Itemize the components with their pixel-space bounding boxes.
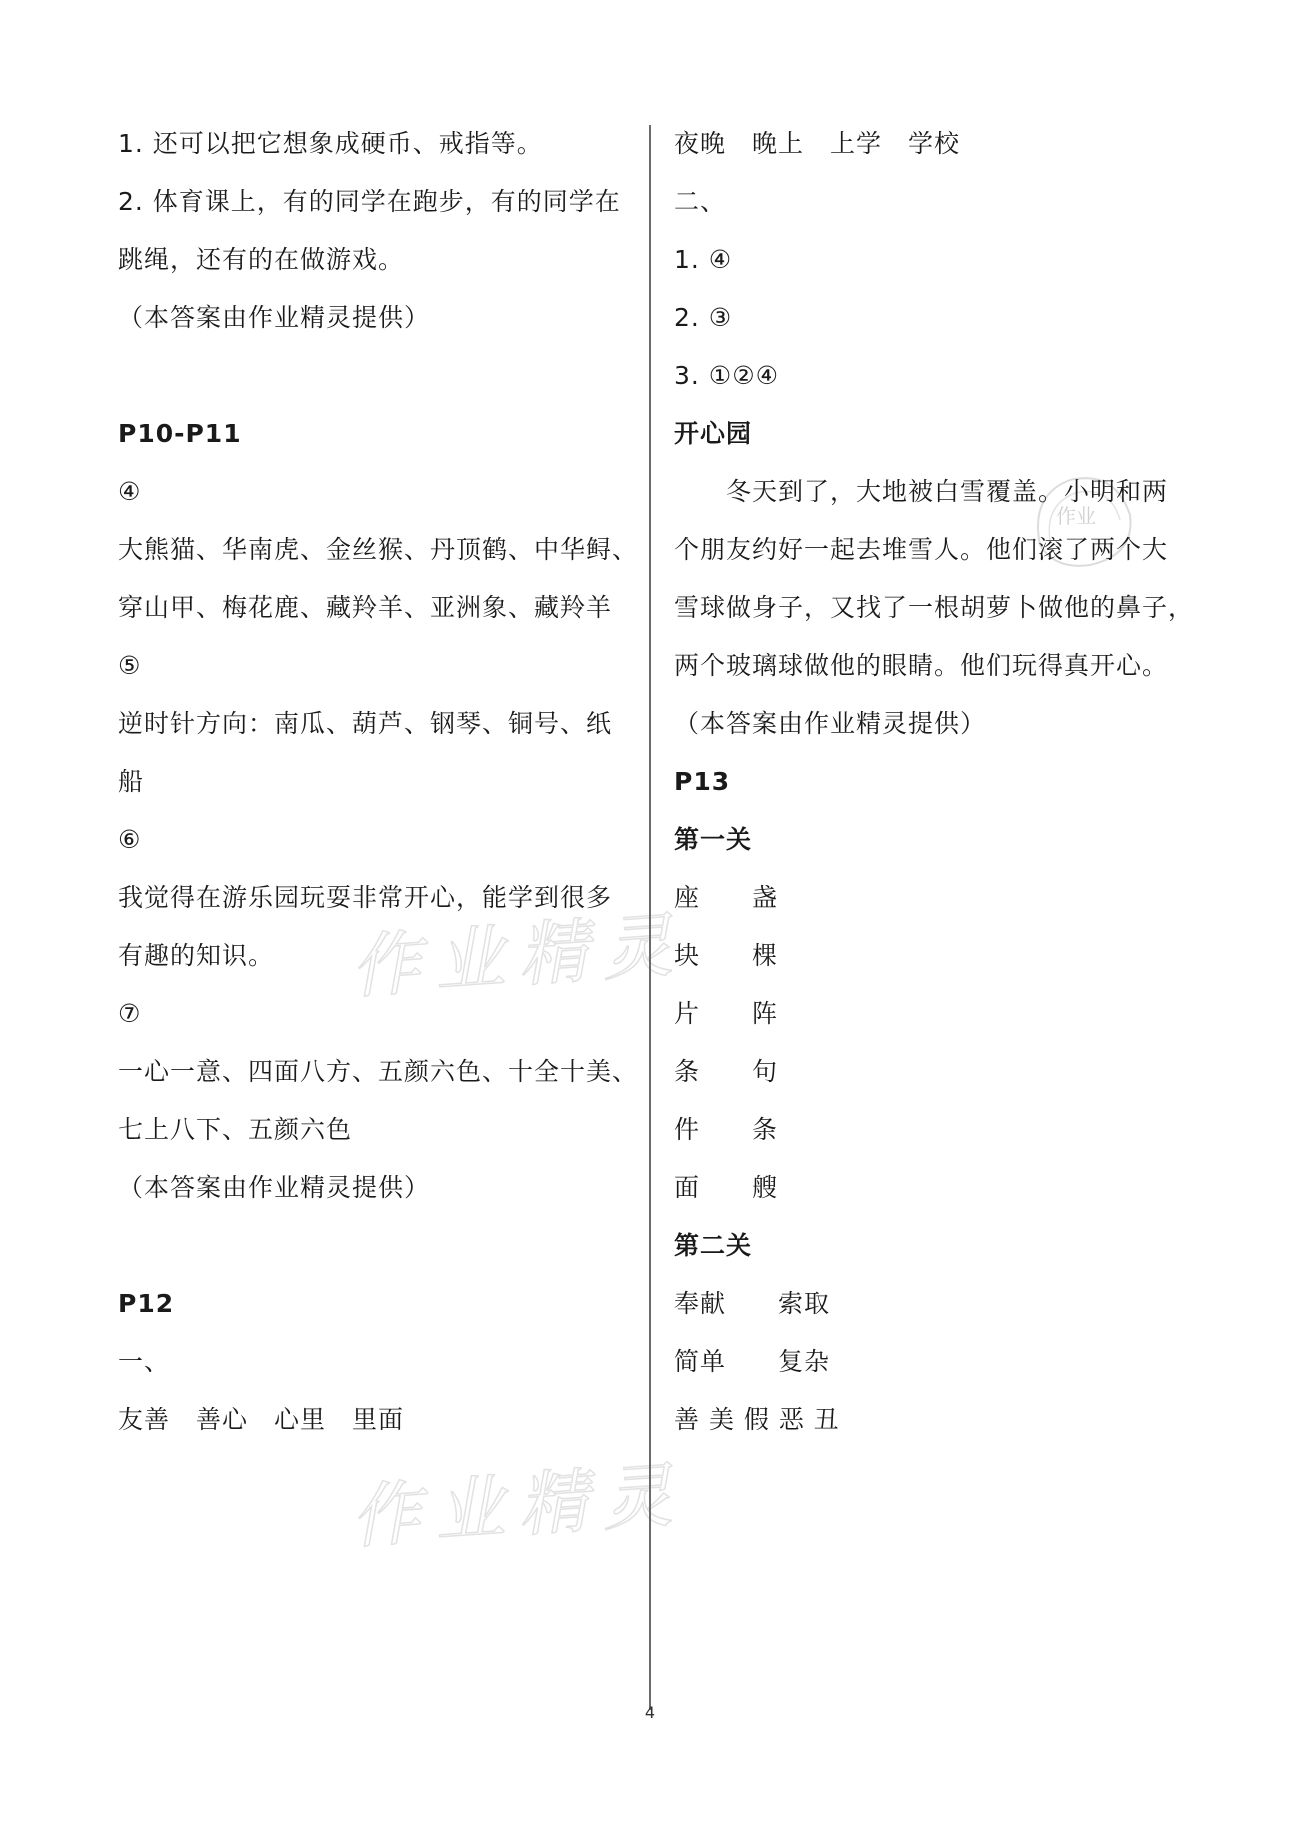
- subsection-heading: 一、: [118, 1347, 171, 1376]
- answer-line: 片 阵: [674, 999, 779, 1028]
- stamp-text: 作业: [1056, 504, 1096, 528]
- item-number: ⑥: [118, 825, 142, 854]
- answer-line: 1. 还可以把它想象成硬币、戒指等。: [118, 129, 543, 158]
- watermark-text: 作业精灵: [347, 903, 689, 1009]
- answer-line: 3. ①②④: [674, 361, 780, 390]
- section-heading: P10-P11: [118, 419, 242, 448]
- answer-line: 奉献 索取: [674, 1289, 831, 1318]
- paragraph-line: 两个玻璃球做他的眼睛。他们玩得真开心。: [674, 651, 1169, 680]
- watermark-text: 作业精灵: [347, 1453, 689, 1559]
- answer-line: 善 美 假 恶 丑: [674, 1405, 840, 1434]
- answer-line: 件 条: [674, 1115, 779, 1144]
- answer-line: 逆时针方向：南瓜、葫芦、钢琴、铜号、纸: [118, 709, 613, 738]
- answer-line: 条 句: [674, 1057, 779, 1086]
- paragraph-line: 雪球做身子，又找了一根胡萝卜做他的鼻子，: [674, 593, 1195, 622]
- answer-line: 座 盏: [674, 883, 779, 912]
- answer-line: 穿山甲、梅花鹿、藏羚羊、亚洲象、藏羚羊: [118, 593, 613, 622]
- source-note: （本答案由作业精灵提供）: [118, 1173, 431, 1202]
- page-number: 4: [644, 1703, 656, 1722]
- item-number: ⑦: [118, 999, 142, 1028]
- column-divider: [649, 125, 651, 1710]
- answer-line: 面 艘: [674, 1173, 779, 1202]
- paragraph-line: 冬天到了，大地被白雪覆盖。小明和两: [726, 477, 1169, 506]
- answer-line: 一心一意、四面八方、五颜六色、十全十美、: [118, 1057, 639, 1086]
- answer-line: 船: [118, 767, 145, 796]
- subsection-heading: 二、: [674, 187, 727, 216]
- answer-line: 我觉得在游乐园玩耍非常开心，能学到很多: [118, 883, 613, 912]
- answer-line: 简单 复杂: [674, 1347, 831, 1376]
- answer-line: 跳绳，还有的在做游戏。: [118, 245, 405, 274]
- answer-line: 夜晚 晚上 上学 学校: [674, 129, 961, 158]
- answer-line: 1. ④: [674, 245, 733, 274]
- section-heading: P12: [118, 1289, 175, 1318]
- answer-line: 七上八下、五颜六色: [118, 1115, 353, 1144]
- answer-line: 块 棵: [674, 941, 779, 970]
- answer-line: 2. 体育课上，有的同学在跑步，有的同学在: [118, 187, 621, 216]
- paragraph-line: 个朋友约好一起去堆雪人。他们滚了两个大: [674, 535, 1169, 564]
- answer-line: 友善 善心 心里 里面: [118, 1405, 405, 1434]
- source-note: （本答案由作业精灵提供）: [118, 303, 431, 332]
- subsection-heading: 第二关: [674, 1231, 753, 1260]
- subsection-heading: 第一关: [674, 825, 753, 854]
- answer-line: 大熊猫、华南虎、金丝猴、丹顶鹤、中华鲟、: [118, 535, 639, 564]
- source-note: （本答案由作业精灵提供）: [674, 709, 987, 738]
- section-heading: 开心园: [674, 419, 753, 448]
- answer-line: 2. ③: [674, 303, 733, 332]
- section-heading: P13: [674, 767, 731, 796]
- item-number: ⑤: [118, 651, 142, 680]
- item-number: ④: [118, 477, 142, 506]
- answer-line: 有趣的知识。: [118, 941, 275, 970]
